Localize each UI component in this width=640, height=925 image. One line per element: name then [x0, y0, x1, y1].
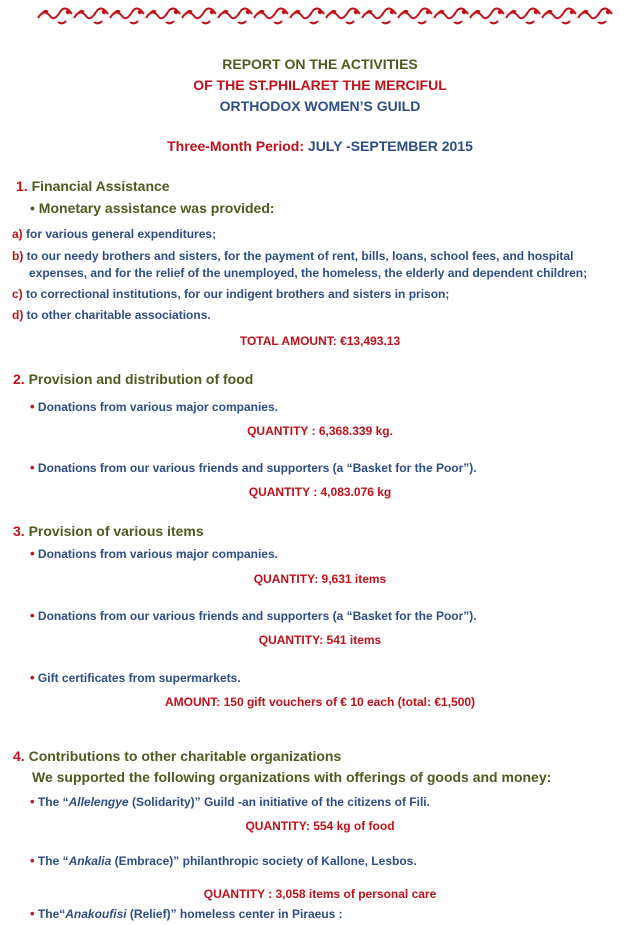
ornament-dot	[210, 10, 214, 14]
section1-subtitle-row	[30, 200, 275, 216]
ornament-dot	[282, 10, 286, 14]
ornament-dot	[102, 10, 106, 14]
section3-title: Provision of various items	[28, 523, 204, 539]
item-text: Donations from our various friends and supporters (a “Basket for the Poor”).	[37, 609, 477, 623]
item-text: to other charitable associations.	[26, 308, 211, 322]
item-text: Donations from various major companies.	[37, 400, 278, 414]
section2-title: Provision and distribution of food	[28, 371, 254, 387]
item-text-pre: The“	[37, 907, 66, 921]
section1-heading	[16, 178, 170, 194]
item-text-post: (Relief)” homeless center in Piraeus :	[126, 907, 343, 921]
list-item	[30, 608, 477, 623]
bullet-icon: •	[30, 546, 35, 561]
list-item	[30, 546, 278, 561]
item-text-post: (Solidarity)” Guild -an initiative of the citizens of Fili.	[128, 795, 430, 809]
organization-name: Ankalia	[68, 854, 112, 868]
list-item	[30, 853, 417, 868]
ornament-dot	[318, 10, 322, 14]
decorative-border	[0, 0, 640, 30]
section1-title: Financial Assistance	[31, 178, 170, 194]
item-text-continued: expenses, and for the relief of the unemployed, the homeless, the elderly and dependent children;	[29, 266, 588, 280]
ornament-dot	[174, 10, 178, 14]
ornament-dot	[534, 10, 538, 14]
section2-number: 2.	[13, 371, 25, 387]
organization-name: Anakoufisi	[65, 907, 127, 921]
item-text: Gift certificates from supermarkets.	[37, 671, 241, 685]
section4-heading	[13, 748, 341, 764]
ornament-dot	[390, 10, 394, 14]
bullet-icon: •	[30, 460, 35, 475]
period-value: JULY -SEPTEMBER 2015	[307, 138, 473, 154]
section3-number: 3.	[13, 523, 25, 539]
ornament-dot	[498, 10, 502, 14]
bullet-icon: •	[30, 608, 35, 623]
item-letter: d)	[12, 308, 24, 322]
period-label: Three-Month Period:	[167, 138, 305, 154]
item-text-post: (Embrace)” philanthropic society of Kallone, Lesbos.	[111, 854, 417, 868]
item-text: Donations from our various friends and supporters (a “Basket for the Poor”).	[37, 461, 477, 475]
ornament-dot	[570, 10, 574, 14]
report-title-line3: ORTHODOX WOMEN’S GUILD	[219, 98, 421, 114]
list-item	[12, 308, 211, 322]
ornament-dot	[246, 10, 250, 14]
item-text-pre: The “	[37, 854, 69, 868]
item-text	[38, 907, 343, 921]
quantity-label: QUANTITY : 3,058 items of personal care	[203, 887, 437, 901]
section4-title: Contributions to other charitable organizations	[28, 748, 342, 764]
ornament-dot	[426, 10, 430, 14]
total-amount: TOTAL AMOUNT: €13,493.13	[239, 334, 401, 348]
item-letter: c)	[12, 287, 23, 301]
quantity-label: QUANTITY: 541 items	[258, 633, 382, 647]
quantity-label: AMOUNT: 150 gift vouchers of € 10 each (total: €1,500)	[164, 695, 476, 709]
item-text	[38, 854, 417, 868]
quantity-label: QUANTITY : 4,083.076 kg	[248, 485, 392, 499]
bullet-icon: •	[30, 399, 35, 414]
bullet-icon: •	[30, 853, 35, 868]
report-title-line1: REPORT ON THE ACTIVITIES	[222, 56, 418, 72]
list-item	[30, 906, 343, 921]
item-text	[38, 795, 430, 809]
section1-subtitle: Monetary assistance was provided:	[38, 200, 275, 216]
list-item	[30, 399, 278, 414]
ornament-dot	[462, 10, 466, 14]
item-text-pre: The “	[37, 795, 69, 809]
list-item	[12, 227, 216, 241]
list-item	[12, 287, 449, 301]
list-item	[30, 670, 241, 685]
list-item	[30, 794, 430, 809]
ornament-dot	[354, 10, 358, 14]
ornament-dot	[66, 10, 70, 14]
bullet-icon: •	[30, 200, 35, 216]
quantity-label: QUANTITY : 6,368.339 kg.	[247, 424, 393, 438]
list-item	[30, 460, 477, 475]
item-letter: a)	[12, 227, 23, 241]
section3-heading	[13, 523, 204, 539]
section1-number: 1.	[16, 178, 28, 194]
section4-subtitle: We supported the following organizations with offerings of goods and money:	[32, 769, 552, 785]
quantity-label: QUANTITY: 554 kg of food	[245, 819, 395, 833]
period-line	[0, 138, 640, 154]
item-text: to correctional institutions, for our indigent brothers and sisters in prison;	[26, 287, 450, 301]
ornament-dot	[138, 10, 142, 14]
report-title-line2: OF THE ST.PHILARET THE MERCIFUL	[193, 77, 447, 93]
bullet-icon: •	[30, 906, 35, 921]
bullet-icon: •	[30, 670, 35, 685]
ornament-dot	[606, 10, 610, 14]
item-text: for various general expenditures;	[26, 227, 217, 241]
section4-number: 4.	[13, 748, 25, 764]
item-letter: b)	[12, 249, 24, 263]
item-text: to our needy brothers and sisters, for the payment of rent, bills, loans, school fees, and hospital	[26, 249, 574, 263]
bullet-icon: •	[30, 794, 35, 809]
quantity-label: QUANTITY: 9,631 items	[253, 572, 387, 586]
list-item	[12, 249, 573, 263]
section2-heading	[13, 371, 253, 387]
item-text: Donations from various major companies.	[37, 547, 278, 561]
organization-name: Allelengye	[68, 795, 129, 809]
